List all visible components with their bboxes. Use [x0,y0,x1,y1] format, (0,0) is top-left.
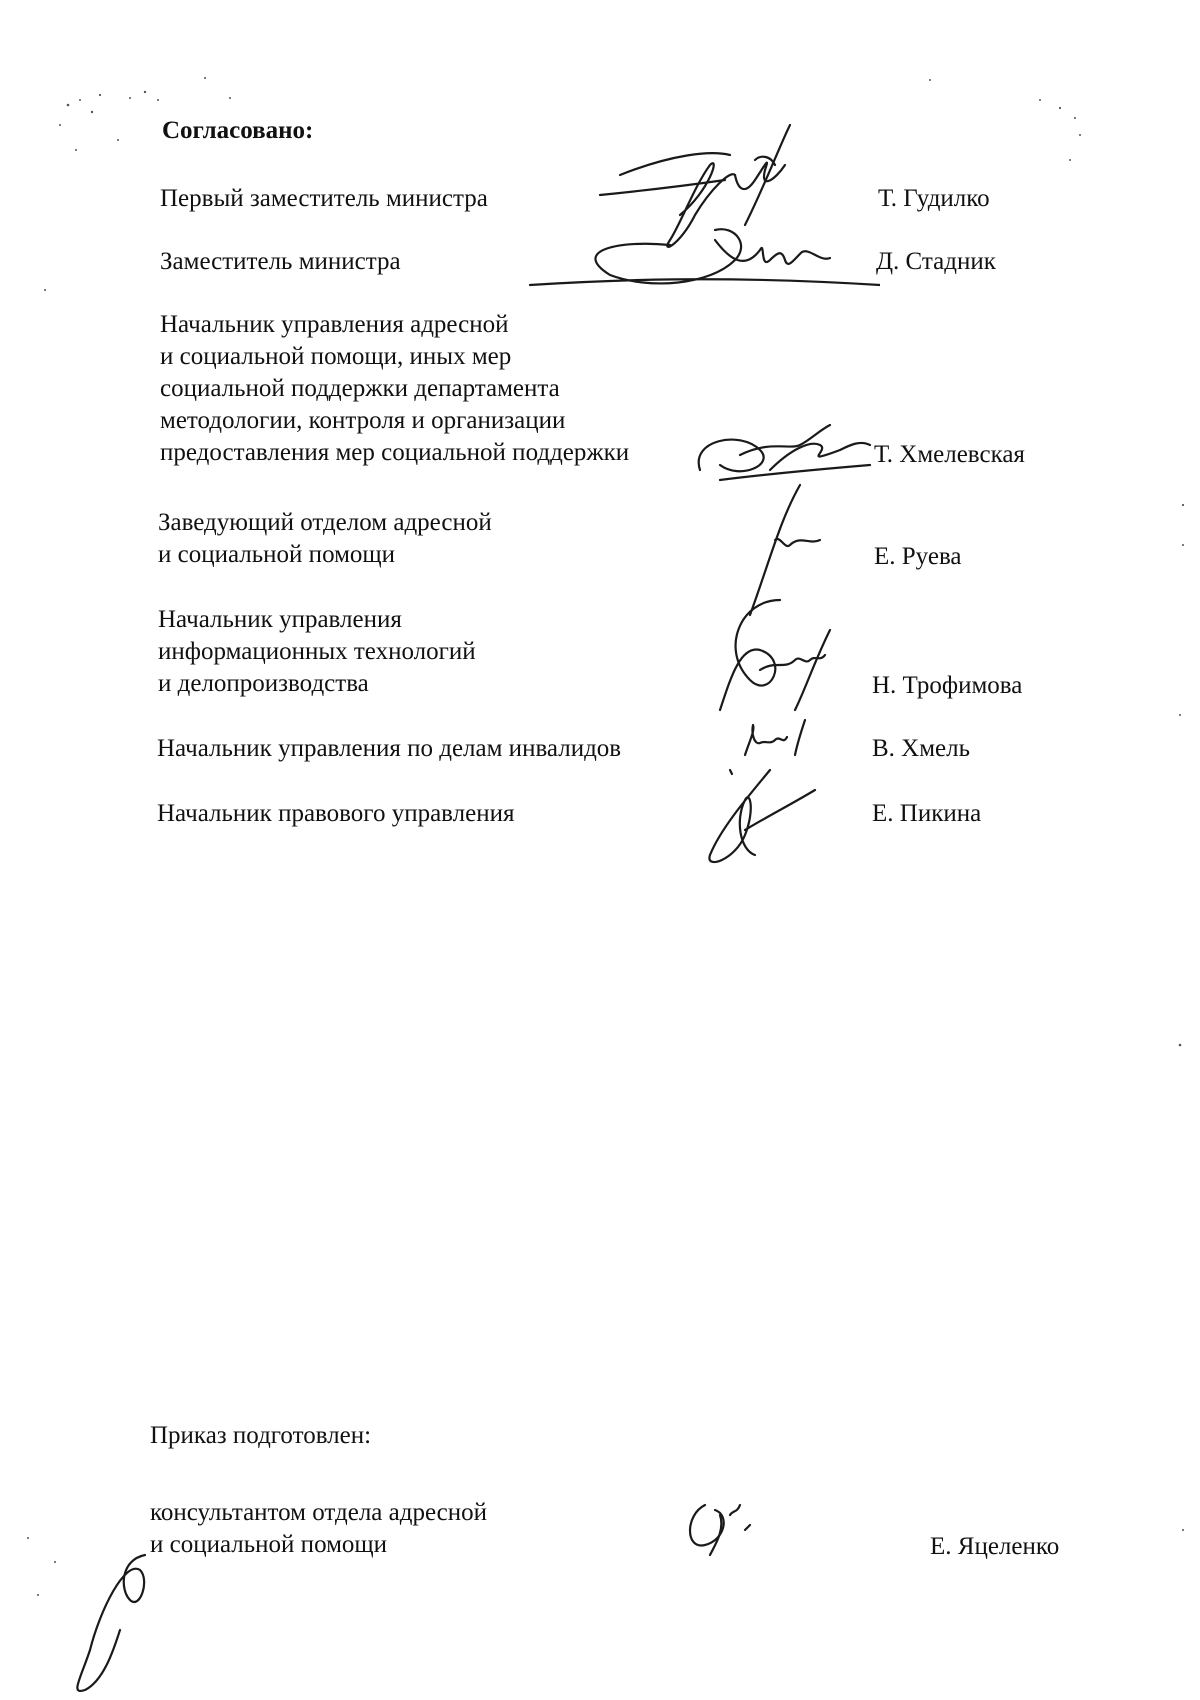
signature-yatselenko [675,1485,765,1565]
signature-trofimova [700,590,840,720]
approval-name-7: Е. Пикина [872,800,982,827]
approval-position-3-line-5: предоставления мер социальной поддержки [160,439,630,466]
approval-position-5-line-2: информационных технологий [158,638,476,665]
approval-position-3-line-2: и социальной помощи, иных мер [160,343,512,370]
approval-name-1: Т. Гудилко [878,185,990,212]
signature-pikina [690,760,820,870]
approval-position-5-line-1: Начальник управления [158,606,402,633]
approval-name-4: Е. Руева [874,543,962,570]
approval-position-2: Заместитель министра [160,248,401,275]
approved-heading: Согласовано: [162,117,314,144]
approval-name-2: Д. Стадник [876,248,996,275]
approval-position-3-line-3: социальной поддержки департамента [160,375,560,402]
signature-stadnik [520,180,880,310]
approval-position-3-line-1: Начальник управления адресной [160,311,509,338]
approval-position-5-line-3: и делопроизводства [158,670,369,697]
prepared-heading: Приказ подготовлен: [150,1422,372,1449]
approval-name-5: Н. Трофимова [872,672,1023,699]
approval-position-3-line-4: методологии, контроля и организации [160,407,566,434]
signature-khmel [725,715,815,765]
prepared-name: Е. Яцеленко [930,1533,1060,1560]
prepared-position-line-1: консультантом отдела адресной [150,1499,488,1526]
approval-position-4-line-2: и социальной помощи [158,541,396,568]
prepared-position-line-2: и социальной помощи [150,1531,388,1558]
approval-position-7: Начальник правового управления [157,800,515,827]
approval-name-6: В. Хмель [872,735,971,762]
approval-position-6: Начальник управления по делам инвалидов [157,735,622,762]
approval-name-3: Т. Хмелевская [874,441,1025,468]
approval-position-4-line-1: Заведующий отделом адресной [158,509,492,536]
signature-initial-bottom-left [60,1550,170,1700]
approval-position-1: Первый заместитель министра [160,185,488,212]
